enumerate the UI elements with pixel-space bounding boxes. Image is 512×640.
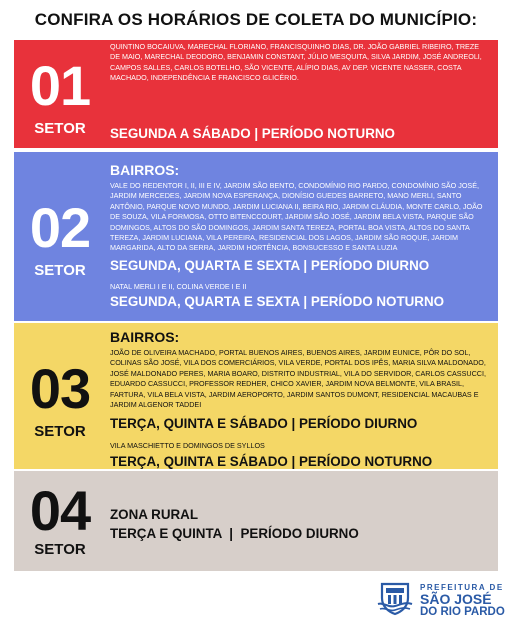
- prefeitura-logo: [376, 580, 505, 620]
- logo-line-2: SÃO JOSÉ: [420, 591, 492, 607]
- sector-1-panel: [14, 40, 498, 148]
- sector-4-heading: ZONA RURAL: [110, 507, 199, 522]
- sector-2-neighborhoods-night: NATAL MERLI I E II, COLINA VERDE I E II: [110, 281, 247, 291]
- sector-1-neighborhoods: QUINTINO BOCAIUVA, MARECHAL FLORIANO, FRANCISQUINHO DIAS, DR. JOÃO GABRIEL RIBEIRO, TREZE DE MAIO, MARECHAL DEODORO, BENJAMIN CONSTANT, JÚLIO MESQUITA, SILVA JARDIM, JOSÉ ANDREOLI, CAMPOS SALLES, CARLOS BOTELHO, SÃO VICENTE, ALÍPIO DIAS, AV DEP. VICENTE NASSER, COSTA MACHADO, INDEPENDÊNCIA E FRANCISCO GLICÉRIO.: [110, 42, 482, 83]
- sector-3-neighborhoods-night: VILA MASCHIETTO E DOMINGOS DE SYLLOS: [110, 441, 265, 451]
- sector-3-schedule-day: TERÇA, QUINTA E SÁBADO | PERÍODO DIURNO: [110, 416, 418, 432]
- sector-2-number: 02: [29, 196, 91, 259]
- sector-1-schedule: SEGUNDA A SÁBADO | PERÍODO NOTURNO: [110, 126, 395, 141]
- sector-2-schedule-night: SEGUNDA, QUARTA E SEXTA | PERÍODO NOTURNO: [110, 294, 445, 310]
- sector-2-neighborhoods: VALE DO REDENTOR I, II, III E IV, JARDIM SÃO BENTO, CONDOMÍNIO RIO PARDO, CONDOMÍNIO SÃO JOSÉ, JARDIM MERCEDES, JARDIM NOVA ESPERANÇA, DIONÍSIO GUEDES BARRETO, MANO MERLI, SANTO ANTÔNIO, PARQUE NOVO MUNDO, JARDIM LUCIANA II, BEIRA RIO, JARDIM CLÁUDIA, MONTE CARLO, JOÃO DE SOUZA, VILA FORMOSA, OTTO BITENCCOURT, JARDIM SÃO JOSÉ, JARDIM BELA VISTA, PARQUE SÃO DOMINGOS, ALTOS DO SÃO DOMINGOS, JARDIM SANTA TEREZA, PORTAL BOA VISTA, ALTOS DO SANTA TEREZA, JARDIM LUCIANA, VILA PEREIRA, RESIDENCIAL DOS LAGOS, JARDIM SÃO ROQUE, JARDIM MARGARIDA, ALTO DA SERRA, JARDIM HORTÊNCIA, BONSUCESSO E SANTA LUZIA: [110, 181, 483, 253]
- logo-line-1: PREFEITURA DE: [420, 583, 504, 592]
- sector-2-label: SETOR: [34, 262, 86, 279]
- sector-4-panel: [14, 471, 498, 571]
- sector-3-panel: [14, 323, 498, 469]
- sector-2-panel: [14, 152, 498, 321]
- sector-3-neighborhoods: JOÃO DE OLIVEIRA MACHADO, PORTAL BUENOS AIRES, BUENOS AIRES, JARDIM EUNICE, PÔR DO SOL, COLINAS SÃO JOSÉ, VILA DOS COMERCIÁRIOS, VILA VERDE, PORTAL DOS IPÊS, MARIA SILVA MALDONADO, JOSÉ MALDONADO PERES, MARIA BOARO, DISTRITO INDUSTRIAL, VILA DO SERVIDOR, CARLOS CASSUCCI, EDUARDO CASSUCCI, PROFESSOR REDHER, CHICO XAVIER, JARDIM NOVA BELMONTE, VILA BRASIL, FARTURA, VILA BELA VISTA, JARDIM AEROPORTO, JARDIM SANTOS DUMONT, RESIDENCIAL MACAUBAS E JARDIM ALGENOR TADDEI: [110, 348, 486, 410]
- sector-2-heading: BAIRROS:: [110, 162, 180, 178]
- sector-3-number: 03: [29, 357, 91, 420]
- sector-3-heading: BAIRROS:: [110, 329, 180, 345]
- sector-2-schedule-day: SEGUNDA, QUARTA E SEXTA | PERÍODO DIURNO: [110, 257, 430, 273]
- sector-3-label: SETOR: [34, 423, 86, 440]
- sector-3-schedule-night: TERÇA, QUINTA E SÁBADO | PERÍODO NOTURNO: [110, 453, 433, 469]
- sector-4-number: 04: [29, 479, 91, 542]
- sector-1-label: SETOR: [34, 120, 86, 137]
- logo-line-3: DO RIO PARDO: [420, 606, 505, 618]
- sector-1-number: 01: [29, 54, 91, 117]
- page-title: CONFIRA OS HORÁRIOS DE COLETA DO MUNICÍPIO:: [34, 10, 478, 29]
- sector-4-schedule: TERÇA E QUINTA | PERÍODO DIURNO: [110, 526, 359, 541]
- city-emblem-icon: [376, 580, 414, 616]
- sector-4-label: SETOR: [34, 541, 86, 558]
